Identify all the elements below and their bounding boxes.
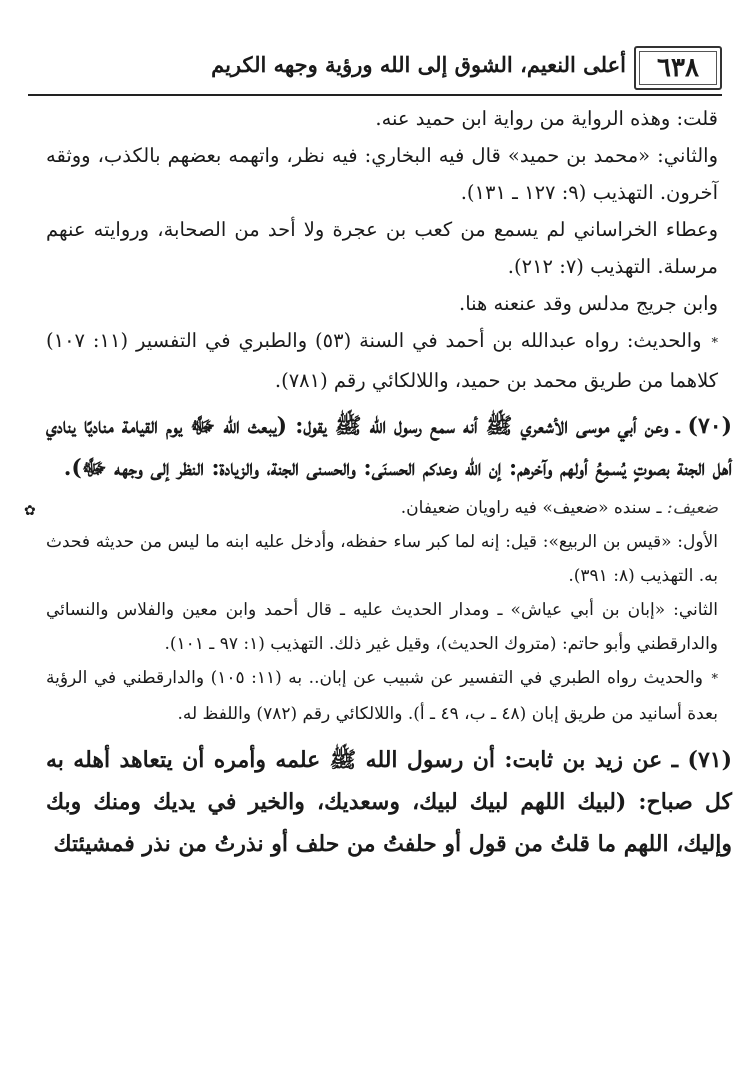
grading-text: ـ سنده «ضعيف» فيه راويان ضعيفان. bbox=[400, 498, 662, 518]
grading-label: ضعيف: bbox=[666, 498, 718, 518]
page-number: ٦٣٨ bbox=[657, 53, 699, 83]
flower-bullet-icon: ✿ bbox=[24, 503, 36, 519]
hadith-71: (٧١) ـ عن زيد بن ثابت: أن رسول الله ﷺ علمه وأمره أن يتعاهد أهله به كل صباح: (لبيك اللهم لبيك لبيك، وسعديك، والخير في يديك ومنك وبك وإليك، اللهم ما قلتُ من قول أو حلفتُ من حلف أو نذرتُ من نذر فمشيئتك bbox=[46, 747, 732, 857]
paragraph-sources bbox=[46, 661, 718, 731]
paragraph-note-2: والثاني: «محمد بن حميد» قال فيه البخاري: فيه نظر، واتهمه بعضهم بالكذب، ووثقه آخرون. التهذيب (٩: ١٢٧ ـ ١٣١). bbox=[46, 144, 718, 204]
page-header bbox=[28, 44, 722, 96]
paragraph-narrator-2: الثاني: «إبان بن أبي عياش» ـ ومدار الحديث عليه ـ قال أحمد وابن معين والفلاس والنسائي والدارقطني وأبو حاتم: (متروك الحديث)، وقيل غير ذلك. التهذيب (١: ٩٧ ـ ١٠١). bbox=[46, 600, 718, 654]
paragraph-note-3: وعطاء الخراساني لم يسمع من كعب بن عجرة ولا أحد من الصحابة، وروايته عنهم مرسلة. التهذيب (٧: ٢١٢). bbox=[46, 218, 718, 278]
running-title: أعلى النعيم، الشوق إلى الله ورؤية وجهه الكريم bbox=[211, 52, 626, 77]
paragraph-note-1: قلت: وهذه الرواية من رواية ابن حميد عنه. bbox=[375, 107, 718, 130]
grading-row bbox=[24, 491, 718, 525]
paragraph-note-5 bbox=[46, 322, 718, 399]
asterisk-marker: * bbox=[711, 672, 718, 687]
paragraph-narrator-1: الأول: «قيس بن الربيع»: قيل: إنه لما كبر ساء حفظه، وأدخل عليه ابنه ما ليس من حديثه فحدث به. التهذيب (٨: ٣٩١). bbox=[46, 532, 718, 586]
asterisk-marker: * bbox=[711, 336, 718, 351]
paragraph-note-4: وابن جريج مدلس وقد عنعنه هنا. bbox=[459, 292, 718, 315]
page-body bbox=[24, 100, 732, 865]
paragraph-sources-text: والحديث رواه الطبري في التفسير عن شبيب عن إبان.. به (١١: ١٠٥) والدارقطني في الرؤية بعدة أسانيد من طريق إبان (٤٨ ـ ب، ٤٩ ـ أ). واللالكائي رقم (٧٨٢) واللفظ له. bbox=[46, 668, 718, 724]
page-number-frame bbox=[634, 46, 722, 90]
paragraph-note-5-text: والحديث: رواه عبدالله بن أحمد في السنة (٥٣) والطبري في التفسير (١١: ١٠٧) كلاهما من طريق محمد بن حميد، واللالكائي رقم (٧٨١). bbox=[46, 329, 718, 392]
grading-line bbox=[46, 491, 718, 525]
hadith-70: (٧٠) ـ وعن أبي موسى الأشعري ﷺ أنه سمع رسول الله ﷺ يقول: (يبعث الله ﷻ يوم القيامة مناديًا ينادي أهل الجنة بصوتٍ يُسمِعُ أولهم وآخرهم: إن الله وعدكم الحسنَى: والحسنى الجنة، والزيادة: النظر إلى وجهه ﷻ). bbox=[46, 413, 732, 481]
